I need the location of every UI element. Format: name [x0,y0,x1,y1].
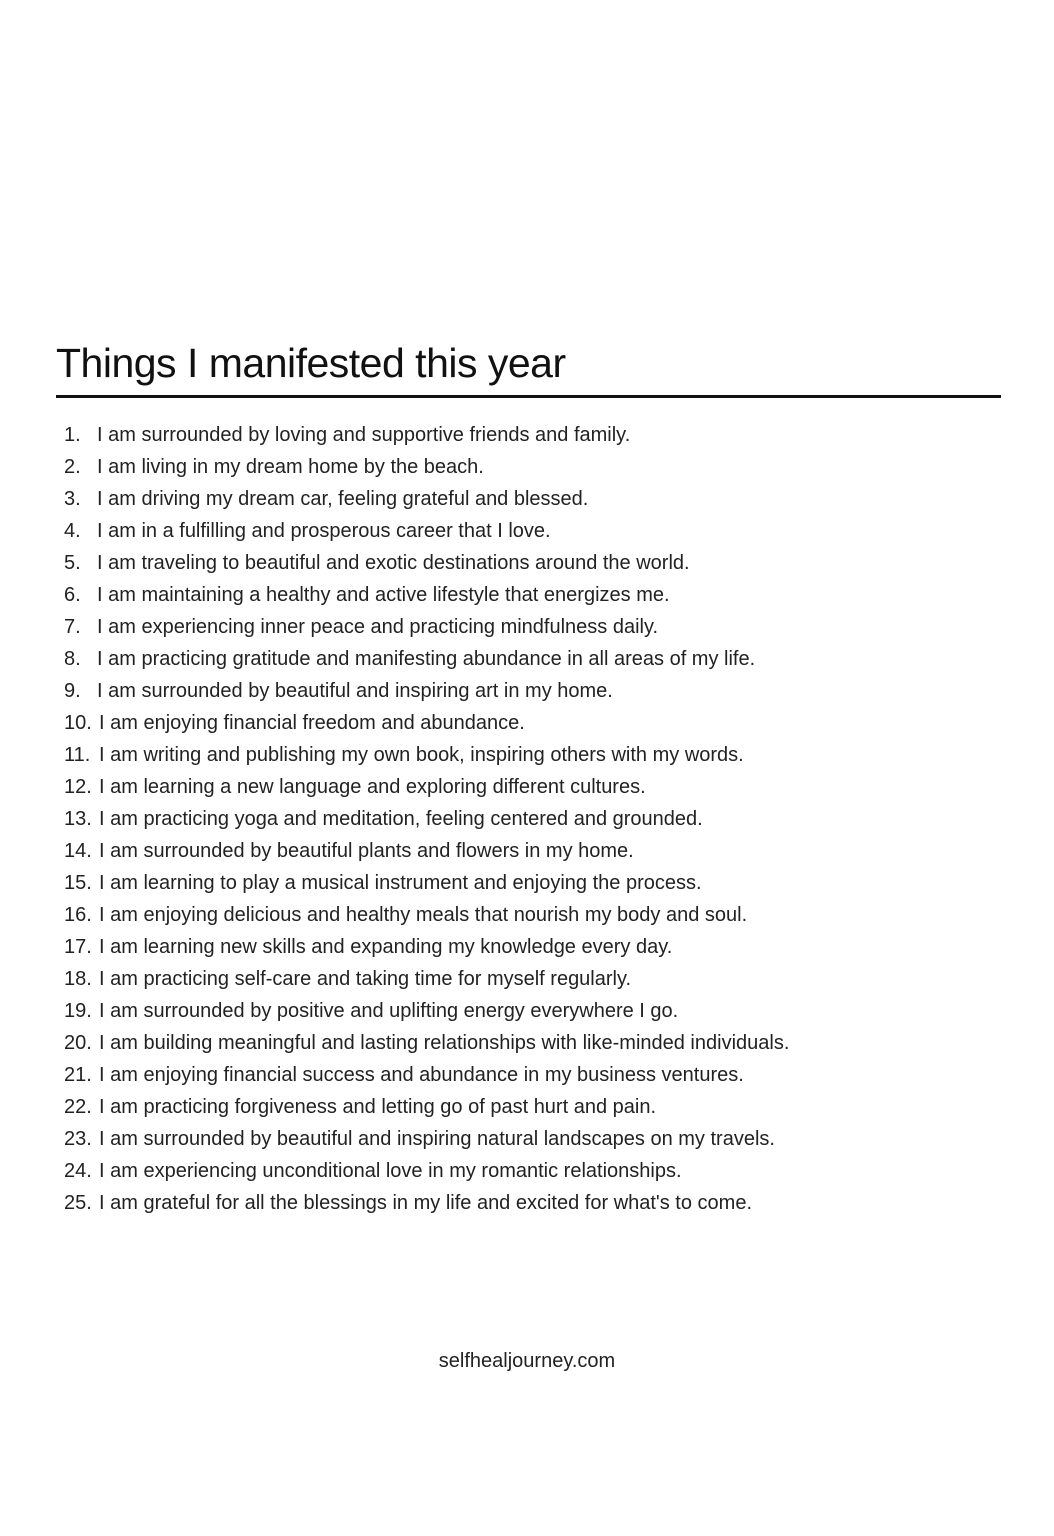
list-item-number: 3. [64,488,81,510]
list-item-text: I am grateful for all the blessings in my life and excited for what's to come. [99,1192,753,1214]
list-item [64,1123,789,1155]
list-item-number: 19. [64,1000,92,1022]
list-item-number: 23. [64,1128,92,1150]
list-item [64,963,789,995]
list-item-text: I am practicing self-care and taking time for myself regularly. [99,968,632,990]
list-item [64,547,789,579]
list-item [64,1027,789,1059]
list-item-text: I am experiencing inner peace and practicing mindfulness daily. [97,616,659,638]
list-item-text: I am learning a new language and exploring different cultures. [99,776,646,798]
list-item [64,931,789,963]
list-item-text: I am experiencing unconditional love in my romantic relationships. [99,1160,682,1182]
list-item-number: 16. [64,904,92,926]
list-item [64,419,789,451]
list-item-number: 13. [64,808,92,830]
list-item [64,451,789,483]
list-item-number: 12. [64,776,92,798]
list-item [64,771,789,803]
list-item-text: I am surrounded by beautiful and inspiring art in my home. [97,680,613,702]
page-title: Things I manifested this year [56,340,566,386]
list-item-number: 4. [64,520,81,542]
list-item-number: 9. [64,680,81,702]
manifestation-list [64,419,789,1219]
list-item-text: I am surrounded by beautiful plants and flowers in my home. [99,840,634,862]
list-item-text: I am building meaningful and lasting relationships with like-minded individuals. [99,1032,790,1054]
list-item-text: I am driving my dream car, feeling grateful and blessed. [97,488,589,510]
list-item-text: I am enjoying financial success and abundance in my business ventures. [99,1064,744,1086]
list-item [64,515,789,547]
list-item-text: I am maintaining a healthy and active lifestyle that energizes me. [97,584,670,606]
list-item [64,995,789,1027]
list-item-number: 2. [64,456,81,478]
list-item [64,803,789,835]
list-item-text: I am traveling to beautiful and exotic destinations around the world. [97,552,690,574]
list-item-number: 6. [64,584,81,606]
list-item-text: I am enjoying financial freedom and abundance. [99,712,525,734]
list-item-text: I am surrounded by beautiful and inspiring natural landscapes on my travels. [99,1128,775,1150]
title-underline [56,395,1001,398]
list-item-number: 11. [64,744,91,766]
list-item-text: I am practicing gratitude and manifesting abundance in all areas of my life. [97,648,756,670]
list-item-number: 15. [64,872,92,894]
list-item [64,611,789,643]
list-item-number: 7. [64,616,81,638]
list-item-text: I am enjoying delicious and healthy meals that nourish my body and soul. [99,904,748,926]
list-item-number: 24. [64,1160,92,1182]
list-item-number: 10. [64,712,92,734]
list-item [64,739,789,771]
list-item-number: 1. [64,424,81,446]
list-item-number: 18. [64,968,92,990]
list-item [64,867,789,899]
list-item-text: I am writing and publishing my own book, inspiring others with my words. [99,744,744,766]
list-item [64,675,789,707]
list-item [64,835,789,867]
list-item [64,1187,789,1219]
list-item-text: I am in a fulfilling and prosperous career that I love. [97,520,551,542]
list-item [64,483,789,515]
list-item [64,579,789,611]
list-item-number: 17. [64,936,92,958]
list-item-text: I am practicing forgiveness and letting go of past hurt and pain. [99,1096,657,1118]
list-item [64,1059,789,1091]
list-item-number: 5. [64,552,81,574]
list-item-number: 25. [64,1192,92,1214]
list-item-number: 20. [64,1032,92,1054]
list-item [64,1155,789,1187]
list-item-number: 8. [64,648,81,670]
list-item [64,643,789,675]
list-item-number: 22. [64,1096,92,1118]
list-item-text: I am practicing yoga and meditation, feeling centered and grounded. [99,808,703,830]
list-item [64,707,789,739]
list-item-text: I am surrounded by positive and uplifting energy everywhere I go. [99,1000,679,1022]
list-item [64,1091,789,1123]
list-item-text: I am learning new skills and expanding my knowledge every day. [99,936,673,958]
list-item-number: 21. [64,1064,92,1086]
list-item-text: I am learning to play a musical instrument and enjoying the process. [99,872,702,894]
footer-website: selfhealjourney.com [438,1350,616,1372]
list-item-text: I am surrounded by loving and supportive friends and family. [97,424,631,446]
list-item-text: I am living in my dream home by the beach. [97,456,484,478]
list-item-number: 14. [64,840,92,862]
list-item [64,899,789,931]
